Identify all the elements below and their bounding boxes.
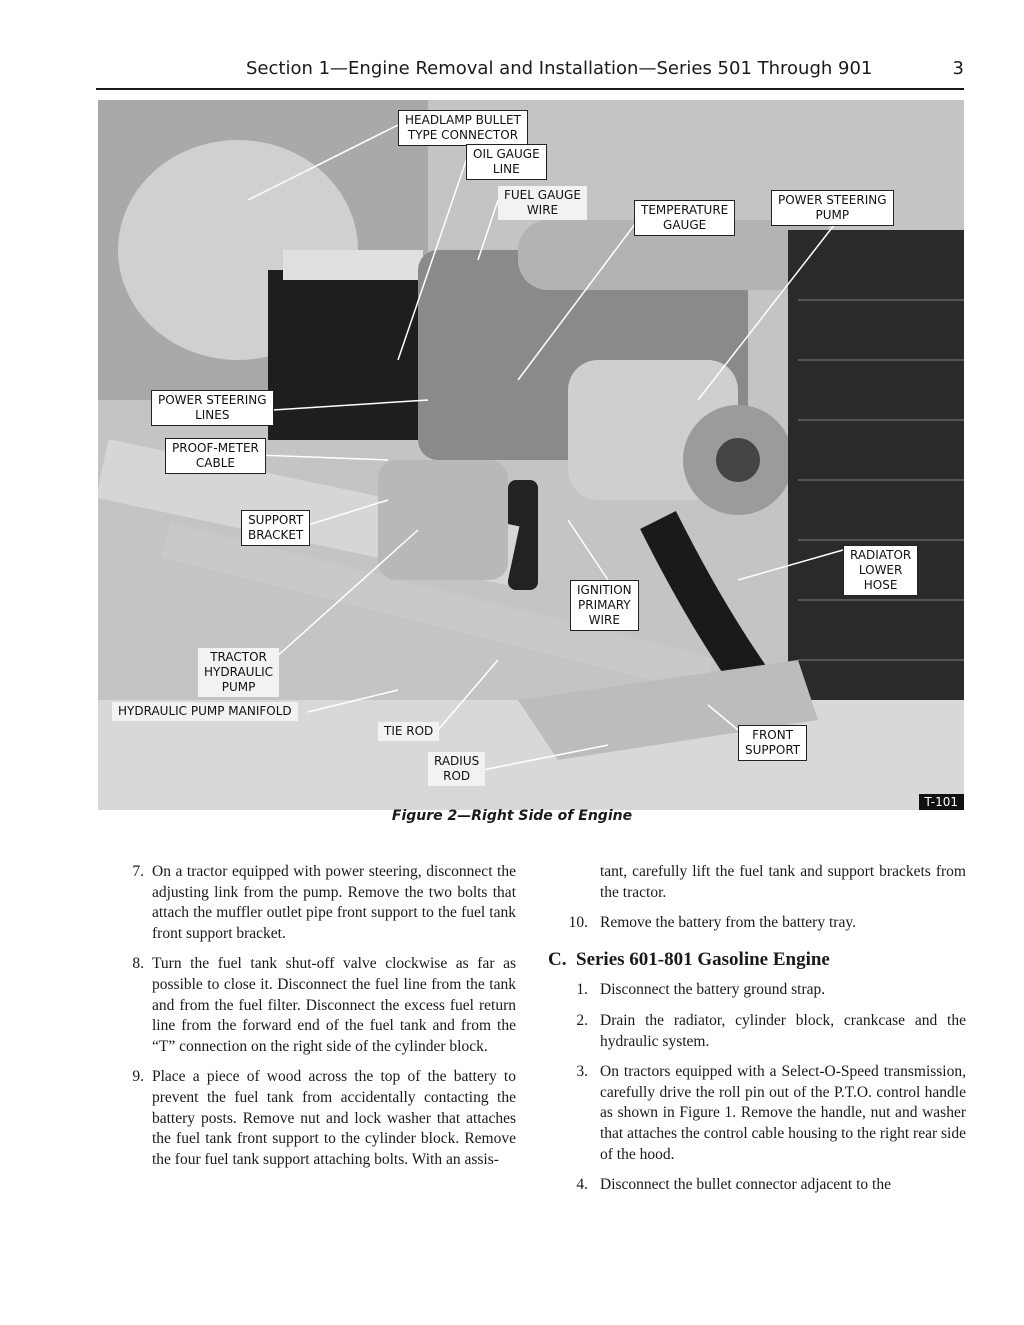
- callout-oil-gauge-line: OIL GAUGE LINE: [466, 144, 547, 180]
- step-text: Place a piece of wood across the top of the battery to prevent the fuel tank from accidentally contacting the battery posts. Remove nut and lock washer that attaches the fuel tank front support to the cylinder block. Remove the four fuel tank support attaching bolts. With an assis-: [152, 1068, 516, 1168]
- section-letter: C.: [548, 948, 567, 970]
- step-text: Remove the battery from the battery tray.: [600, 914, 856, 932]
- step-number: 3.: [576, 1063, 588, 1081]
- step-number: 2.: [576, 1011, 588, 1029]
- step-number: 9.: [132, 1068, 144, 1086]
- step-text: Turn the fuel tank shut-off valve clockwise as far as possible to close it. Disconnect the fuel line from the tank and from the fuel filter. Disconnect the excess fuel return line from the forward end of the fuel tank and from the “T” connection on the right side of the cylinder block.: [152, 955, 516, 1055]
- step-text: Disconnect the bullet connector adjacent to the: [600, 1176, 891, 1194]
- step-1: [548, 980, 966, 1001]
- step-text: Disconnect the battery ground strap.: [600, 981, 826, 999]
- section-title: Section 1—Engine Removal and Installation—Series 501 Through 901: [246, 58, 873, 79]
- step-8: [120, 954, 516, 1057]
- step-10: [548, 913, 966, 934]
- callout-ignition-primary-wire: IGNITION PRIMARY WIRE: [570, 580, 639, 631]
- section-heading-c: [548, 950, 966, 971]
- callout-power-steering-lines: POWER STEERING LINES: [151, 390, 274, 426]
- step-2: [548, 1011, 966, 1052]
- step-text: On a tractor equipped with power steering, disconnect the adjusting link from the pump. Remove the two bolts that attach the muffler outlet pipe front support to the fuel tank front support bracket.: [152, 863, 516, 942]
- step-number: 10.: [568, 914, 588, 932]
- step-7: [120, 862, 516, 944]
- step-number: 1.: [576, 981, 588, 999]
- page-header: [96, 56, 964, 90]
- page-number: 3: [952, 58, 964, 79]
- callout-front-support: FRONT SUPPORT: [738, 725, 807, 761]
- left-text-column: [120, 862, 516, 1180]
- callout-radiator-lower-hose: RADIATOR LOWER HOSE: [843, 545, 918, 596]
- callout-tractor-hydraulic-pump: TRACTOR HYDRAULIC PUMP: [198, 648, 279, 697]
- engine-photo-figure: [98, 100, 964, 810]
- callout-support-bracket: SUPPORT BRACKET: [241, 510, 310, 546]
- step-number: 4.: [576, 1176, 588, 1194]
- callout-radius-rod: RADIUS ROD: [428, 752, 485, 786]
- step-9: [120, 1067, 516, 1170]
- step-9-continuation: tant, carefully lift the fuel tank and support brackets from the tractor.: [600, 863, 966, 901]
- step-3: [548, 1062, 966, 1165]
- figure-code: T-101: [919, 794, 964, 810]
- callout-power-steering-pump: POWER STEERING PUMP: [771, 190, 894, 226]
- callout-temperature-gauge: TEMPERATURE GAUGE: [634, 200, 735, 236]
- step-number: 7.: [132, 863, 144, 880]
- callout-proof-meter-cable: PROOF-METER CABLE: [165, 438, 266, 474]
- section-heading-text: Series 601-801 Gasoline Engine: [576, 948, 830, 970]
- step-text: On tractors equipped with a Select-O-Speed transmission, carefully drive the roll pin out of the P.T.O. control handle as shown in Figure 1. Remove the handle, nut and washer that attaches the control cable housing to the right rear side of the hood.: [600, 1063, 966, 1163]
- right-text-column: [548, 862, 966, 1206]
- figure-caption: Figure 2—Right Side of Engine: [391, 808, 633, 824]
- step-number: 8.: [132, 955, 144, 973]
- callout-fuel-gauge-wire: FUEL GAUGE WIRE: [498, 186, 587, 220]
- step-text: Drain the radiator, cylinder block, crankcase and the hydraulic system.: [600, 1011, 966, 1050]
- callout-tie-rod: TIE ROD: [378, 722, 439, 741]
- callout-headlamp-bullet-connector: HEADLAMP BULLET TYPE CONNECTOR: [398, 110, 528, 146]
- callout-hydraulic-pump-manifold: HYDRAULIC PUMP MANIFOLD: [112, 702, 298, 721]
- step-4: [548, 1175, 966, 1196]
